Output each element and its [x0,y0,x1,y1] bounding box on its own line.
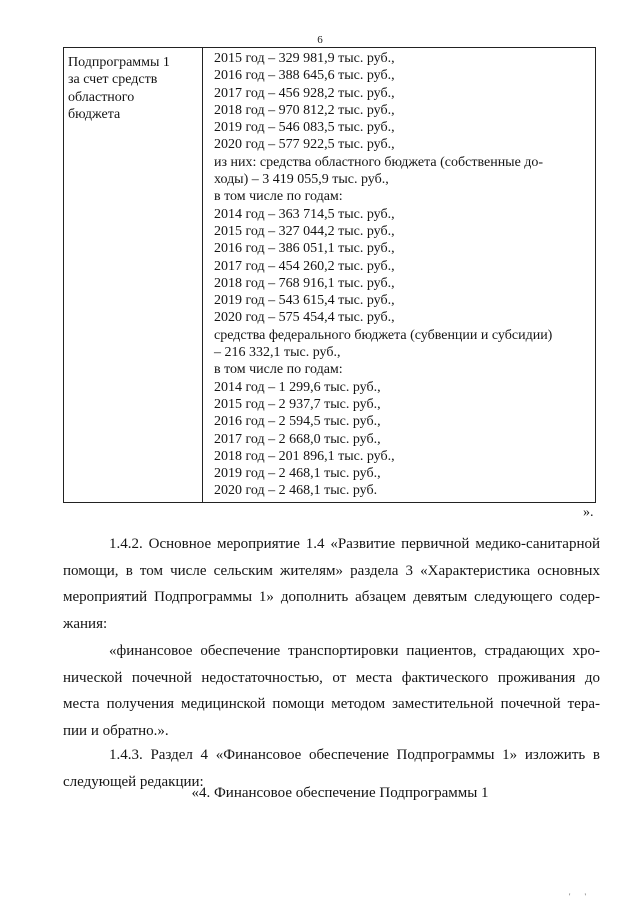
funding-line: 2020 год – 575 454,4 тыс. руб., [214,310,395,326]
funding-line: 2016 год – 388 645,6 тыс. руб., [214,68,395,84]
funding-amounts-cell [203,48,596,503]
funding-line: 2017 год – 454 260,2 тыс. руб., [214,258,395,274]
table-closing-quote: ». [583,505,594,520]
funding-line: – 216 332,1 тыс. руб., [214,345,341,361]
scan-mark: ' ' [569,892,592,901]
funding-line: ходы) – 3 419 055,9 тыс. руб., [214,172,389,188]
paragraph-line: помощи, в том числе сельским жителям» раздела 3 «Характеристика основных [63,562,600,579]
funding-line: 2020 год – 2 468,1 тыс. руб. [214,483,378,499]
paragraph-quote [63,638,600,744]
funding-line: 2014 год – 363 714,5 тыс. руб., [214,206,395,222]
paragraph-line: 1.4.2. Основное мероприятие 1.4 «Развитие первичной медико-санитарной [109,536,600,552]
paragraph-line: следующей редакции: [63,773,204,790]
paragraph-1-4-2 [63,531,600,637]
funding-line: 2019 год – 543 615,4 тыс. руб., [214,293,395,309]
program-name-cell [64,48,203,503]
funding-line: 2018 год – 970 812,2 тыс. руб., [214,102,395,118]
paragraph-line: 1.4.3. Раздел 4 «Финансовое обеспечение Подпрограммы 1» изложить в [109,747,600,763]
funding-line: в том числе по годам: [214,189,343,205]
funding-line: 2019 год – 2 468,1 тыс. руб., [214,466,381,482]
funding-line: 2015 год – 329 981,9 тыс. руб., [214,51,395,66]
funding-line: 2015 год – 327 044,2 тыс. руб., [214,223,395,239]
funding-line: в том числе по годам: [214,362,343,378]
funding-line: 2015 год – 2 937,7 тыс. руб., [214,396,381,412]
paragraph-line: нической почечной недостаточностью, от места фактического проживания до [63,669,600,686]
program-name-line: бюджета [68,106,121,122]
funding-line: 2014 год – 1 299,6 тыс. руб., [214,379,381,395]
funding-line: 2020 год – 577 922,5 тыс. руб., [214,137,395,153]
funding-table [63,47,596,503]
paragraph-line: пии и обратно.». [63,722,169,739]
table-row [64,48,596,503]
section-heading: «4. Финансовое обеспечение Подпрограммы 1 [191,785,489,801]
funding-line: 2019 год – 546 083,5 тыс. руб., [214,120,395,136]
page-number: 6 [317,34,323,46]
funding-line: средства федерального бюджета (субвенции и субсидии) [214,327,553,343]
program-name-line: Подпрограммы 1 [68,55,170,70]
funding-line: из них: средства областного бюджета (собственные до- [214,154,544,170]
paragraph-line: «финансовое обеспечение транспортировки пациентов, страдающих хро- [109,643,600,659]
paragraph-line: мероприятий Подпрограммы 1» дополнить абзацем девятым следующего содер- [63,589,600,605]
program-name-line: за счет средств [68,72,158,88]
funding-line: 2018 год – 201 896,1 тыс. руб., [214,448,395,464]
paragraph-line: места получения медицинской помощи методом заместительной почечной тера- [63,696,600,712]
funding-line: 2017 год – 456 928,2 тыс. руб., [214,85,395,101]
paragraph-line: жания: [63,615,108,632]
funding-line: 2016 год – 386 051,1 тыс. руб., [214,241,395,257]
program-name-line: областного [68,89,135,105]
funding-line: 2016 год – 2 594,5 тыс. руб., [214,414,381,430]
funding-line: 2018 год – 768 916,1 тыс. руб., [214,275,395,291]
funding-line: 2017 год – 2 668,0 тыс. руб., [214,431,381,447]
